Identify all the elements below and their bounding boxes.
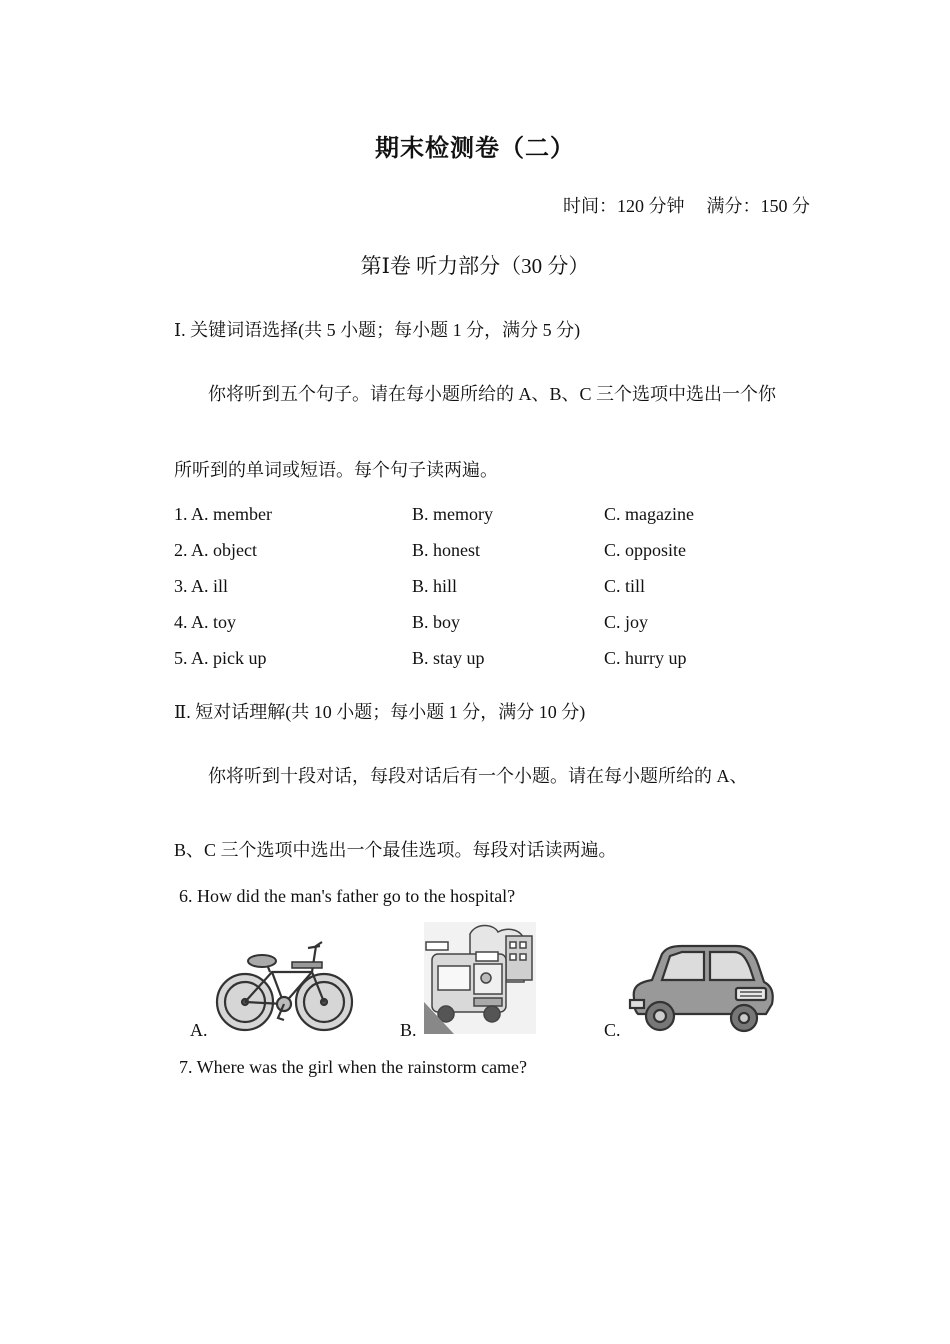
q1-option-b: B. memory <box>412 504 493 524</box>
section1-heading: Ⅰ. 关键词语选择(共 5 小题；每小题 1 分，满分 5 分) <box>174 320 581 340</box>
q3-option-c: C. till <box>604 576 646 596</box>
page-title: 期末检测卷（二） <box>375 134 575 162</box>
section2-instruction-line2: B、C 三个选项中选出一个最佳选项。每段对话读两遍。 <box>174 840 617 860</box>
q7-text: 7. Where was the girl when the rainstorm came? <box>179 1057 528 1077</box>
section1-instruction-line1: 你将听到五个句子。请在每小题所给的 A、B、C 三个选项中选出一个你 <box>208 384 777 404</box>
bus-icon <box>424 922 536 1034</box>
q6-option-b-label: B. <box>400 1020 417 1040</box>
exam-full-score: 满分：150 分 <box>706 196 810 216</box>
exam-time: 时间：120 分钟 <box>563 196 685 216</box>
q5-option-a: 5. A. pick up <box>174 648 267 668</box>
exam-meta <box>563 192 810 218</box>
q4-option-c: C. joy <box>604 612 649 632</box>
q3-option-b: B. hill <box>412 576 458 596</box>
section2-heading: Ⅱ. 短对话理解(共 10 小题；每小题 1 分，满分 10 分) <box>174 702 586 722</box>
q6-option-a-label: A. <box>190 1020 208 1040</box>
q4-option-a: 4. A. toy <box>174 612 237 632</box>
q2-option-a: 2. A. object <box>174 540 257 560</box>
q5-option-c: C. hurry up <box>604 648 687 668</box>
q2-option-c: C. opposite <box>604 540 687 560</box>
q1-option-c: C. magazine <box>604 504 694 524</box>
q6-option-c-label: C. <box>604 1020 621 1040</box>
section1-instruction-line2: 所听到的单词或短语。每个句子读两遍。 <box>174 460 498 480</box>
part-title: 第Ⅰ卷 听力部分（30 分） <box>360 254 590 278</box>
section2-instruction-line1: 你将听到十段对话，每段对话后有一个小题。请在每小题所给的 A、 <box>208 766 748 786</box>
q5-option-b: B. stay up <box>412 648 485 668</box>
q4-option-b: B. boy <box>412 612 461 632</box>
car-icon <box>626 942 776 1034</box>
q6-text: 6. How did the man's father go to the hospital? <box>179 886 516 906</box>
q1-option-a: 1. A. member <box>174 504 272 524</box>
q2-option-b: B. honest <box>412 540 481 560</box>
q3-option-a: 3. A. ill <box>174 576 229 596</box>
bicycle-icon <box>212 938 358 1038</box>
